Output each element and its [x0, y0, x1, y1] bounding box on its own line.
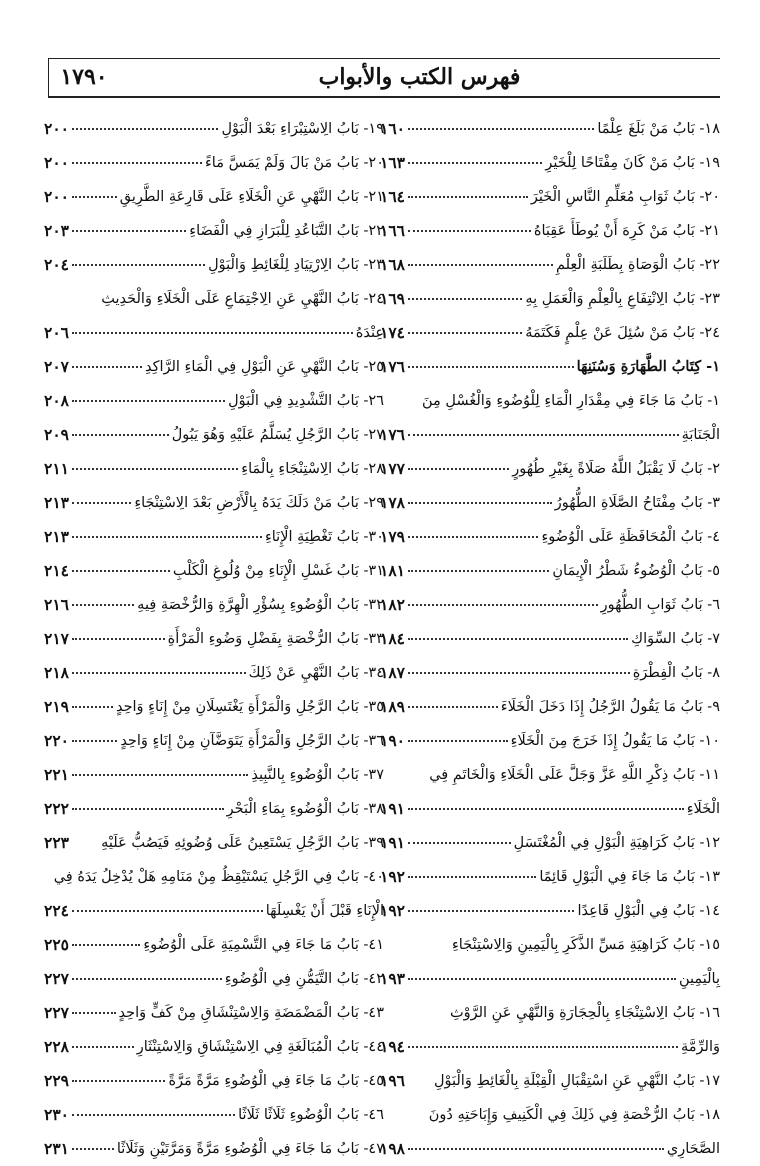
toc-page-number: ٢١٣	[44, 527, 69, 547]
toc-entry-text: ٣١- بَابُ غَسْلِ الْإِنَاءِ مِنْ وُلُوغِ الْكَلْبِ	[172, 562, 384, 579]
toc-page-number: ١٨١	[380, 561, 405, 581]
dot-leader	[408, 876, 536, 878]
toc-entry-text: ٣٩- بَابُ الرَّجُلِ يَسْتَعِينُ عَلَى وُضُوئِهِ فَيَصُبُّ عَلَيْهِ	[101, 834, 384, 851]
toc-entry	[44, 962, 384, 996]
toc-entry-text: ٤٢- بَابُ التَّيَمُّنِ فِي الْوُضُوءِ	[224, 970, 384, 987]
toc-entry	[44, 146, 384, 180]
toc-entry-text: الْإِنَاءِ قَبْلَ أَنْ يَغْسِلَهَا	[265, 902, 384, 919]
toc-entry-first-line	[380, 758, 720, 792]
toc-entry	[380, 452, 720, 486]
toc-entry-text: ٣٠- بَابُ تَغْطِيَةِ الْإِنَاءِ	[264, 528, 384, 545]
toc-entry-text: ١٥- بَابُ كَرَاهِيَةِ مَسِّ الذَّكَرِ بِالْيَمِينِ وَالِاسْتِنْجَاءِ	[451, 937, 720, 953]
toc-page-number: ٢١٤	[44, 561, 69, 581]
toc-page-number: ١٧٨	[380, 493, 405, 513]
toc-entry	[380, 894, 720, 928]
dot-leader	[72, 366, 142, 368]
toc-entry-text: ٣٦- بَابُ الرَّجُلِ وَالْمَرْأَةِ يَتَوَضَّآنِ مِنْ إِنَاءٍ وَاحِدٍ	[120, 732, 384, 749]
toc-entry	[44, 452, 384, 486]
toc-entry-text: ٤٠- بَابٌ فِي الرَّجُلِ يَسْتَيْقِظُ مِنْ مَنَامِهِ هَلْ يُدْخِلُ يَدَهُ فِي	[53, 869, 384, 885]
toc-page-number: ١٨٩	[380, 697, 405, 717]
toc-entry-text: ٨- بَابُ الْفِطْرَةِ	[632, 664, 720, 681]
dot-leader	[408, 264, 553, 266]
toc-entry-text: ١٨- بَابُ مَنْ بَلَغَ عِلْمًا	[597, 120, 720, 137]
toc-page-number: ١٦٤	[380, 187, 405, 207]
toc-entry-text: ٣٨- بَابُ الْوُضُوءِ بِمَاءِ الْبَحْرِ	[226, 800, 384, 817]
dot-leader	[72, 978, 222, 980]
toc-entry	[44, 1030, 384, 1064]
toc-entry	[44, 1064, 384, 1098]
toc-entry-text: ٢٨- بَابُ الِاسْتِنْجَاءِ بِالْمَاءِ	[241, 460, 384, 477]
toc-entry	[44, 588, 384, 622]
toc-page-number: ١٧٦	[380, 425, 405, 445]
toc-page-number: ٢٢٤	[44, 901, 69, 921]
dot-leader	[72, 162, 202, 164]
toc-column-right	[380, 112, 720, 1166]
dot-leader	[72, 604, 134, 606]
toc-entry-text: ٤٥- بَابُ مَا جَاءَ فِي الْوُضُوءِ مَرَّةً مَرَّةً	[168, 1072, 384, 1089]
toc-entry	[44, 214, 384, 248]
toc-entry-text: ٤٣- بَابُ الْمَضْمَضَةِ وَالِاسْتِنْشَاقِ مِنْ كَفٍّ وَاحِدٍ	[118, 1004, 384, 1021]
toc-page-number: ٢٠٠	[44, 153, 69, 173]
dot-leader	[72, 434, 169, 436]
toc-entry	[44, 656, 384, 690]
dot-leader	[72, 740, 117, 742]
toc-page-number: ٢٢٧	[44, 1003, 69, 1023]
page-header	[48, 58, 720, 98]
toc-page-number: ٢٢٥	[44, 935, 69, 955]
dot-leader	[408, 536, 538, 538]
toc-entry	[44, 622, 384, 656]
dot-leader	[408, 196, 528, 198]
toc-entry-text: الْخَلَاءِ	[686, 800, 720, 817]
toc-page-number: ٢٢٣	[44, 833, 69, 853]
toc-page-number: ٢٠٧	[44, 357, 69, 377]
toc-entry-first-line	[44, 860, 384, 894]
toc-entry-text: ١٠- بَابُ مَا يَقُولُ إِذَا خَرَجَ مِنَ الْخَلَاءِ	[510, 732, 720, 749]
toc-page-number: ١٩٦	[380, 1071, 405, 1091]
toc-entry-text: ٢٢- بَابُ التَّبَاعُدِ لِلْبَرَازِ فِي الْفَضَاءِ	[189, 222, 384, 239]
toc-page-number: ١٦٠	[380, 119, 405, 139]
toc-entry-first-line	[380, 928, 720, 962]
toc-entry-text: ٢١- بَابُ مَنْ كَرِهَ أَنْ يُوطَأَ عَقِبَاهُ	[533, 222, 720, 239]
dot-leader	[72, 468, 238, 470]
dot-leader	[408, 162, 542, 164]
dot-leader	[72, 128, 218, 130]
dot-leader	[408, 230, 531, 232]
toc-entry-text: ٢٦- بَابُ التَّشْدِيدِ فِي الْبَوْلِ	[228, 392, 384, 409]
dot-leader	[408, 332, 522, 334]
toc-entry-text: عِنْدَهُ	[355, 324, 384, 341]
toc-entry-first-line	[380, 1098, 720, 1132]
toc-entry-text: ٢٠- بَابُ مَنْ بَالَ وَلَمْ يَمَسَّ مَاءً	[204, 154, 384, 171]
toc-page-number: ٢٢٨	[44, 1037, 69, 1057]
toc-page-number: ٢١٣	[44, 493, 69, 513]
toc-page-number: ٢٠٨	[44, 391, 69, 411]
toc-entry	[380, 1064, 720, 1098]
toc-page-number: ١٨٤	[380, 629, 405, 649]
dot-leader	[408, 978, 676, 980]
toc-entry-text: ٢٠- بَابُ ثَوَابِ مُعَلِّمِ النَّاسِ الْخَيْرَ	[530, 188, 720, 205]
toc-entry-text: ٢٧- بَابُ الرَّجُلِ يُسَلَّمُ عَلَيْهِ وَهُوَ يَبُولُ	[171, 426, 384, 443]
toc-entry	[44, 996, 384, 1030]
toc-entry-text: ٢٤- بَابُ النَّهْيِ عَنِ الِاجْتِمَاعِ عَلَى الْخَلَاءِ وَالْحَدِيثِ	[101, 291, 384, 307]
toc-entry-text: ٣- بَابُ مِفْتَاحُ الصَّلَاةِ الطُّهُورُ	[554, 494, 720, 511]
toc-page-number: ٢٢٢	[44, 799, 69, 819]
toc-entry	[380, 724, 720, 758]
toc-entry	[44, 350, 384, 384]
toc-entry	[44, 486, 384, 520]
toc-entry	[44, 248, 384, 282]
toc-entry	[44, 1098, 384, 1132]
toc-page-number: ١٨٢	[380, 595, 405, 615]
toc-page-number: ١٩٤	[380, 1037, 405, 1057]
dot-leader	[72, 706, 113, 708]
toc-entry-text: ١٩- بَابُ مَنْ كَانَ مِفْتَاحًا لِلْخَيْرِ	[545, 154, 720, 171]
toc-entry	[380, 622, 720, 656]
toc-page-number: ١٨٧	[380, 663, 405, 683]
toc-page-number: ٢٢٩	[44, 1071, 69, 1091]
toc-entry-text: ٣٢- بَابُ الْوُضُوءِ بِسُؤْرِ الْهِرَّةِ وَالرُّخْصَةِ فِيهِ	[137, 596, 384, 613]
dot-leader	[408, 740, 508, 742]
toc-entry-text: ٤١- بَابُ مَا جَاءَ فِي التَّسْمِيَةِ عَلَى الْوُضُوءِ	[143, 936, 384, 953]
toc-entry	[380, 554, 720, 588]
toc-entry-text: ٧- بَابُ السِّوَاكِ	[631, 630, 720, 647]
toc-page-number: ٢١٩	[44, 697, 69, 717]
toc-page-number: ٢٢٠	[44, 731, 69, 751]
toc-page-number: ٢٣٠	[44, 1105, 69, 1125]
toc-entry-text: ١٣- بَابُ مَا جَاءَ فِي الْبَوْلِ قَائِمًا	[539, 868, 720, 885]
toc-entry	[44, 1132, 384, 1166]
toc-entry	[380, 690, 720, 724]
toc-entry-text: ١٧- بَابُ النَّهْيِ عَنِ اسْتِقْبَالِ الْقِبْلَةِ بِالْغَائِطِ وَالْبَوْلِ	[433, 1072, 720, 1089]
toc-entry	[380, 214, 720, 248]
dot-leader	[72, 672, 246, 674]
dot-leader	[72, 536, 262, 538]
toc-page-number: ١٦٨	[380, 255, 405, 275]
toc-entry	[380, 112, 720, 146]
dot-leader	[72, 264, 205, 266]
toc-entry-text: ٣٤- بَابُ النَّهْيِ عَنْ ذَلِكَ	[248, 664, 384, 681]
toc-page-number: ٢٠٠	[44, 187, 69, 207]
toc-page-number: ١٩٢	[380, 867, 405, 887]
toc-entry-text: الصَّحَارِي	[666, 1140, 720, 1157]
dot-leader	[408, 842, 511, 844]
toc-page-number: ٢٠٦	[44, 323, 69, 343]
toc-page-number: ٢١١	[44, 459, 69, 479]
toc-entry-text: ٢٣- بَابُ الِارْتِيَادِ لِلْغَائِطِ وَالْبَوْلِ	[208, 256, 384, 273]
dot-leader	[408, 672, 630, 674]
toc-entry	[380, 316, 720, 350]
dot-leader	[72, 1012, 116, 1014]
toc-page-number: ١٩٢	[380, 901, 405, 921]
dot-leader	[72, 502, 131, 504]
toc-entry-text: ٦- بَابُ ثَوَابِ الطُّهُورِ	[600, 596, 720, 613]
toc-page-number: ١٩٠	[380, 731, 405, 751]
dot-leader	[72, 808, 224, 810]
toc-entry	[44, 520, 384, 554]
toc-entry	[380, 418, 720, 452]
dot-leader	[408, 434, 679, 436]
toc-page-number: ١٩٨	[380, 1139, 405, 1159]
dot-leader	[408, 468, 509, 470]
toc-entry	[380, 282, 720, 316]
toc-entry	[380, 146, 720, 180]
toc-page-number: ١٦٦	[380, 221, 405, 241]
toc-entry	[44, 826, 384, 860]
toc-page-number: ٢٠٠	[44, 119, 69, 139]
toc-page-number: ١٩١	[380, 799, 405, 819]
dot-leader	[72, 944, 140, 946]
toc-entry-text: ١- بَابُ مَا جَاءَ فِي مِقْدَارِ الْمَاءِ لِلْوُضُوءِ وَالْغُسْلِ مِنَ	[422, 393, 720, 409]
toc-entry-first-line	[380, 384, 720, 418]
toc-entry-text: ٢- بَابُ لَا يَقْبَلُ اللَّهُ صَلَاةً بِغَيْرِ طُهُورٍ	[512, 460, 720, 477]
toc-entry	[44, 758, 384, 792]
toc-page-number: ٢١٨	[44, 663, 69, 683]
dot-leader	[72, 1046, 134, 1048]
toc-entry	[44, 384, 384, 418]
toc-entry	[380, 1132, 720, 1166]
toc-entry-text: ٥- بَابُ الْوُضُوءُ شَطْرُ الْإِيمَانِ	[552, 562, 720, 579]
toc-entry	[44, 724, 384, 758]
toc-entry-text: ٣٣- بَابُ الرُّخْصَةِ بِفَضْلِ وَضُوءِ الْمَرْأَةِ	[167, 630, 384, 647]
toc-page-number: ١٩٣	[380, 969, 405, 989]
dot-leader	[72, 400, 225, 402]
toc-page-number: ٢٢٧	[44, 969, 69, 989]
toc-entry	[44, 554, 384, 588]
toc-entry-text: ٩- بَابُ مَا يَقُولُ الرَّجُلُ إِذَا دَخَلَ الْخَلَاءَ	[500, 698, 720, 715]
toc-entry-text: ١٤- بَابُ فِي الْبَوْلِ قَاعِدًا	[577, 902, 720, 919]
dot-leader	[408, 638, 628, 640]
toc-entry-text: ١١- بَابُ ذِكْرِ اللَّهِ عَزَّ وَجَلَّ عَلَى الْخَلَاءِ وَالْخَاتَمِ فِي	[429, 767, 720, 783]
dot-leader	[408, 502, 552, 504]
toc-entry	[380, 520, 720, 554]
toc-column-left	[44, 112, 384, 1166]
toc-page-number: ٢١٦	[44, 595, 69, 615]
dot-leader	[408, 604, 598, 606]
toc-page-number: ١٧٧	[380, 459, 405, 479]
toc-entry	[380, 962, 720, 996]
dot-leader	[408, 910, 574, 912]
dot-leader	[408, 1046, 678, 1048]
dot-leader	[72, 1148, 114, 1150]
toc-entry-text: ٢٥- بَابُ النَّهْيِ عَنِ الْبَوْلِ فِي الْمَاءِ الرَّاكِدِ	[144, 358, 384, 375]
toc-entry-first-line	[380, 996, 720, 1030]
toc-entry-text: ٤٦- بَابُ الْوُضُوءِ ثَلَاثًا ثَلَاثًا	[238, 1106, 384, 1123]
toc-entry	[380, 486, 720, 520]
toc-page-number: ٢٠٣	[44, 221, 69, 241]
toc-entry-text: ٣٥- بَابُ الرَّجُلِ وَالْمَرْأَةِ يَغْتَسِلَانِ مِنْ إِنَاءٍ وَاحِدٍ	[115, 698, 384, 715]
dot-leader	[72, 570, 170, 572]
toc-page-number: ١٩١	[380, 833, 405, 853]
toc-entry-text: ٢٤- بَابُ مَنْ سُئِلَ عَنْ عِلْمٍ فَكَتَمَهُ	[525, 324, 720, 341]
toc-entry-text: ٢٩- بَابُ مَنْ دَلَكَ يَدَهُ بِالْأَرْضِ بَعْدَ الِاسْتِنْجَاءِ	[134, 494, 384, 511]
toc-entry-text: ٤٤- بَابُ الْمُبَالَغَةِ فِي الِاسْتِنْشَاقِ وَالِاسْتِنْثَارِ	[136, 1038, 384, 1055]
toc-entry	[380, 826, 720, 860]
toc-entry-text: ١٢- بَابُ كَرَاهِيَةِ الْبَوْلِ فِي الْمُغْتَسَلِ	[513, 834, 720, 851]
toc-page-number: ٢٠٤	[44, 255, 69, 275]
toc-entry	[44, 792, 384, 826]
toc-entry-text: بِالْيَمِينِ	[678, 970, 720, 987]
dot-leader	[72, 1114, 235, 1116]
dot-leader	[408, 808, 684, 810]
toc-page-number: ١٧٤	[380, 323, 405, 343]
toc-entry	[380, 180, 720, 214]
toc-entry	[44, 316, 384, 350]
dot-leader	[72, 230, 186, 232]
toc-entry-text: ٢٣- بَابُ الِانْتِفَاعِ بِالْعِلْمِ وَالْعَمَلِ بِهِ	[525, 290, 720, 307]
toc-book-heading	[380, 350, 720, 384]
dot-leader	[408, 128, 594, 130]
toc-entry	[380, 588, 720, 622]
dot-leader	[72, 1080, 165, 1082]
toc-entry	[380, 792, 720, 826]
toc-entry	[44, 112, 384, 146]
dot-leader	[408, 1148, 664, 1150]
dot-leader	[72, 910, 263, 912]
toc-entry	[380, 248, 720, 282]
toc-entry-text: ١٨- بَابُ الرُّخْصَةِ فِي ذَلِكَ فِي الْكَنِيفِ وَإِبَاحَتِهِ دُونَ	[428, 1107, 720, 1123]
toc-entry-text: ١٦- بَابُ الِاسْتِنْجَاءِ بِالْحِجَارَةِ وَالنَّهْيِ عَنِ الرَّوْثِ	[449, 1005, 720, 1021]
toc-page-number: ٢٢١	[44, 765, 69, 785]
page-title: فهرس الكتب والأبواب	[318, 64, 521, 90]
toc-entry	[44, 928, 384, 962]
toc-entry-text: ١- كِتَابُ الطَّهَارَةِ وَسُنَنِهَا	[576, 357, 720, 375]
toc-entry	[44, 418, 384, 452]
toc-page-number: ٢٠٩	[44, 425, 69, 445]
dot-leader	[408, 366, 574, 368]
toc-entry-text: ٢١- بَابُ النَّهْيِ عَنِ الْخَلَاءِ عَلَى قَارِعَةِ الطَّرِيقِ	[119, 188, 384, 205]
toc-entry-text: وَالرِّمَّةِ	[681, 1038, 720, 1055]
toc-entry-text: ٢٢- بَابُ الْوَصَاةِ بِطَلَبَةِ الْعِلْمِ	[555, 256, 720, 273]
toc-entry	[380, 860, 720, 894]
toc-page-number: ١٧٩	[380, 527, 405, 547]
toc-page-number: ٢١٧	[44, 629, 69, 649]
page-number: ١٧٩٠	[48, 58, 119, 96]
dot-leader	[72, 774, 248, 776]
toc-entry-text: الْجَنَابَةِ	[681, 426, 720, 443]
toc-entry-text: ١٩- بَابُ الِاسْتِبْرَاءِ بَعْدَ الْبَوْلِ	[221, 120, 384, 137]
toc-page-number: ١٧٦	[380, 357, 405, 377]
toc-entry	[44, 690, 384, 724]
toc-page-number: ١٦٩	[380, 289, 405, 309]
toc-page-number: ١٦٣	[380, 153, 405, 173]
dot-leader	[408, 706, 498, 708]
dot-leader	[408, 298, 522, 300]
dot-leader	[72, 196, 117, 198]
toc-entry	[380, 656, 720, 690]
toc-entry	[44, 894, 384, 928]
toc-entry	[44, 180, 384, 214]
toc-entry-text: ٣٧- بَابُ الْوُضُوءِ بِالنَّبِيذِ	[251, 766, 384, 783]
toc-page-number: ٢٣١	[44, 1139, 69, 1159]
dot-leader	[408, 570, 549, 572]
dot-leader	[72, 638, 165, 640]
toc-entry	[380, 1030, 720, 1064]
toc-entry-text: ٤- بَابُ الْمُحَافَظَةِ عَلَى الْوُضُوءِ	[541, 528, 720, 545]
toc-entry-first-line	[44, 282, 384, 316]
dot-leader	[72, 332, 353, 334]
toc-entry-text: ٤٧- بَابُ مَا جَاءَ فِي الْوُضُوءِ مَرَّةً وَمَرَّتَيْنِ وَثَلَاثًا	[116, 1140, 384, 1157]
